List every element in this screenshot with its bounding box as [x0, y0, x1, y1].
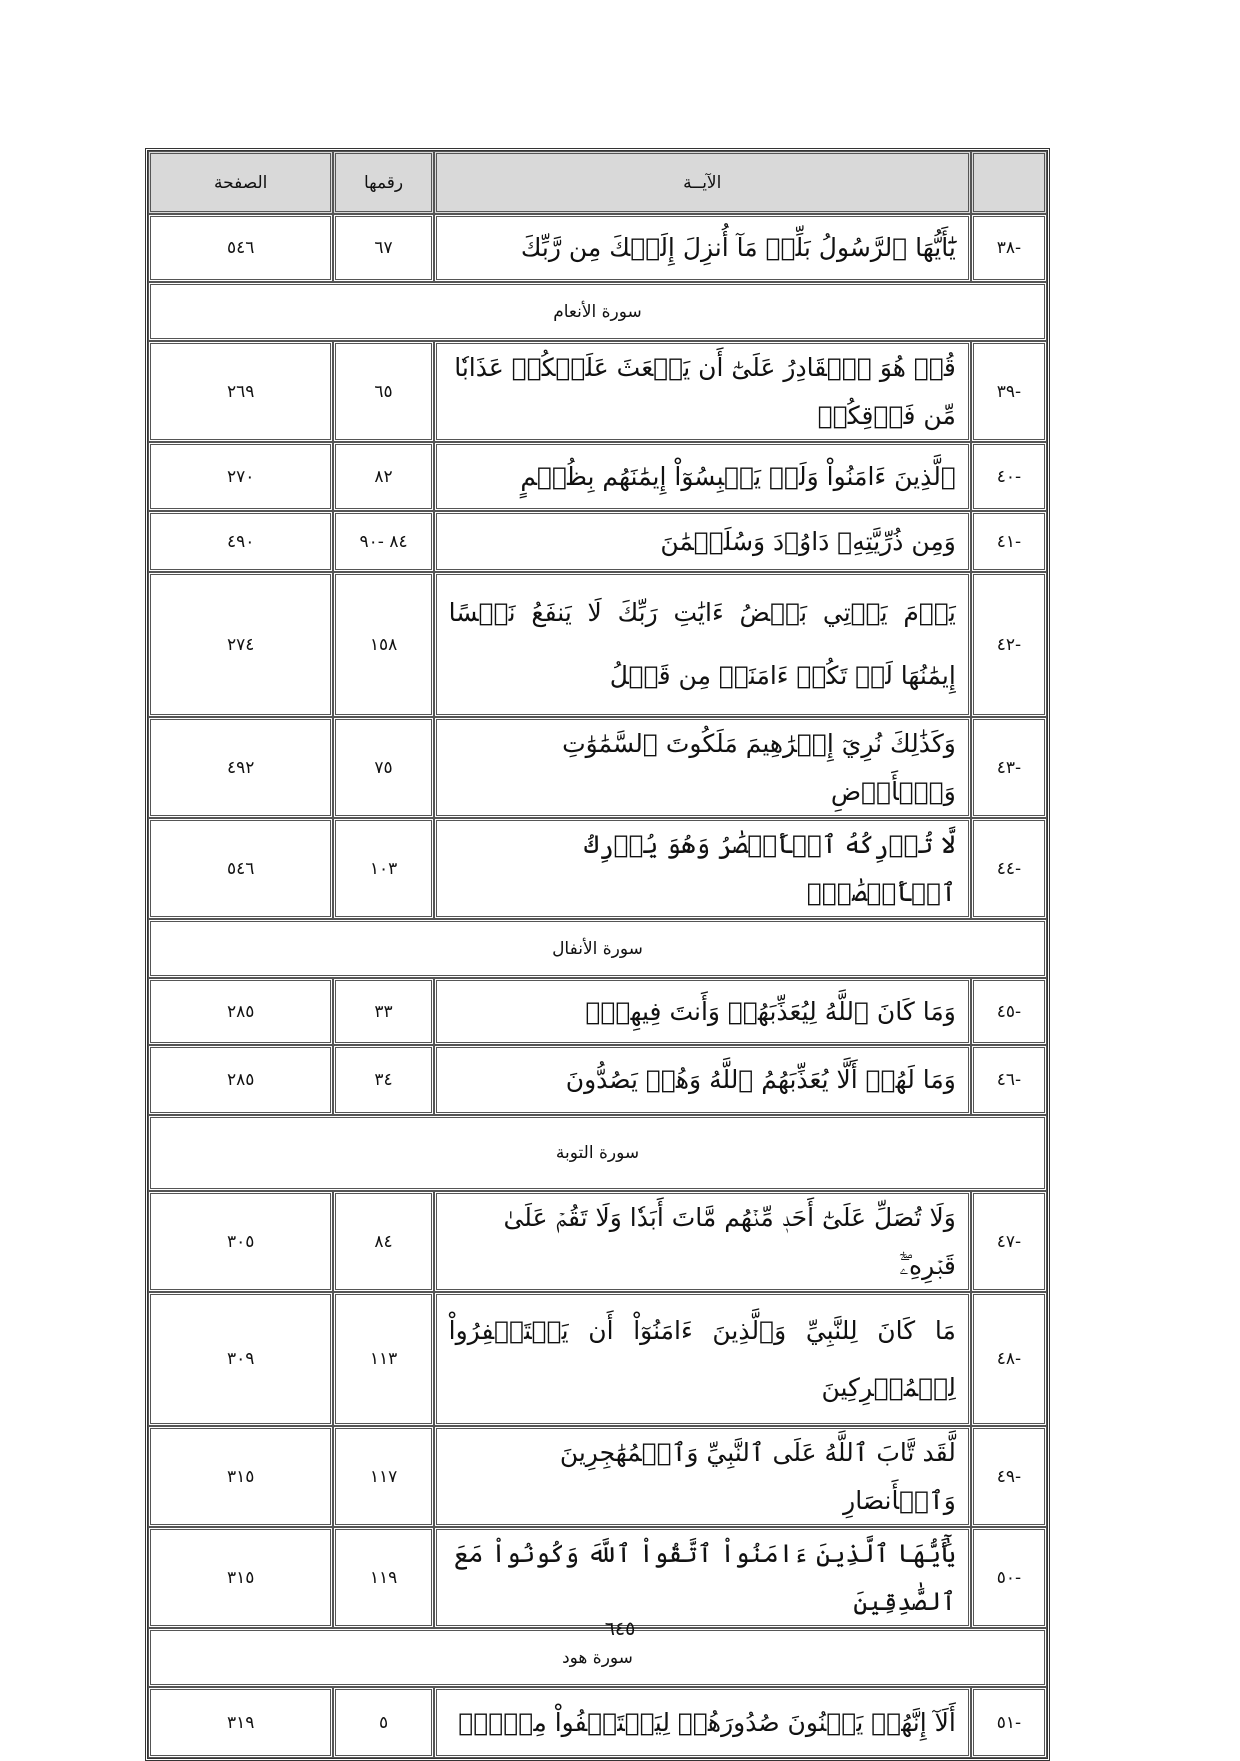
table-row [148, 442, 1047, 511]
table-row [148, 1045, 1047, 1115]
row-index: -٥٠ [971, 1527, 1047, 1628]
row-index: -٣٨ [971, 214, 1047, 282]
row-ayah: مَا كَانَ لِلنَّبِيِّ وَٱلَّذِينَ ءَامَنُوٓاْ أَن يَسۡتَغۡفِرُواْ لِلۡمُشۡرِكِينَ [434, 1292, 971, 1426]
surah-title: سورة التوبة [148, 1115, 1047, 1191]
row-ayah: يَٰٓأَيُّهَا ٱلرَّسُولُ بَلِّغۡ مَآ أُنزِلَ إِلَيۡكَ مِن رَّبِّكَ [434, 214, 971, 282]
verse-index-table-container [145, 148, 1050, 1761]
row-ayah: وَكَذَٰلِكَ نُرِيٓ إِبۡرَٰهِيمَ مَلَكُوتَ ٱلسَّمَٰوَٰتِ وَٱلۡأَرۡضِ [434, 717, 971, 818]
row-number: ١٥٨ [333, 572, 433, 717]
table-row [148, 1687, 1047, 1758]
row-index: -٤٨ [971, 1292, 1047, 1426]
verse-index-table [145, 148, 1050, 1761]
table-body [148, 214, 1047, 1758]
row-ayah: يَٰٓأَيُّهَا ٱلَّذِينَ ءَامَنُواْ ٱتَّقُواْ ٱللَّهَ وَكُونُواْ مَعَ ٱلصَّٰدِقِينَ [434, 1527, 971, 1628]
row-ayah: يَوۡمَ يَأۡتِي بَعۡضُ ءَايَٰتِ رَبِّكَ لَا يَنفَعُ نَفۡسًا إِيمَٰنُهَا لَمۡ تَكُنۡ ءَامَنَتۡ مِن قَبۡلُ [434, 572, 971, 717]
row-number: ٨٤ -٩٠ [333, 511, 433, 572]
row-number: ١٠٣ [333, 818, 433, 919]
row-index: -٤٩ [971, 1426, 1047, 1527]
header-page: الصفحة [148, 151, 333, 214]
row-page: ٢٦٩ [148, 341, 333, 442]
row-ayah: لَّا تُدۡرِكُهُ ٱلۡأَبۡصَٰرُ وَهُوَ يُدۡرِكُ ٱلۡأَبۡصَٰرَۖ [434, 818, 971, 919]
table-row [148, 341, 1047, 442]
row-number: ١١٧ [333, 1426, 433, 1527]
row-ayah: قُلۡ هُوَ ٱلۡقَادِرُ عَلَىٰٓ أَن يَبۡعَثَ عَلَيۡكُمۡ عَذَابٗا مِّن فَوۡقِكُمۡ [434, 341, 971, 442]
row-index: -٤٣ [971, 717, 1047, 818]
row-number: ٦٧ [333, 214, 433, 282]
row-page: ٤٩٠ [148, 511, 333, 572]
table-row [148, 1292, 1047, 1426]
row-ayah: وَمِن ذُرِّيَّتِهِۦ دَاوُۥدَ وَسُلَيۡمَٰنَ [434, 511, 971, 572]
row-ayah: أَلَآ إِنَّهُمۡ يَثۡنُونَ صُدُورَهُمۡ لِيَسۡتَخۡفُواْ مِنۡهُۚ [434, 1687, 971, 1758]
row-index: -٤٢ [971, 572, 1047, 717]
header-number: رقمها [333, 151, 433, 214]
header-index [971, 151, 1047, 214]
row-page: ٢٧٠ [148, 442, 333, 511]
row-index: -٤٠ [971, 442, 1047, 511]
table-row [148, 978, 1047, 1045]
row-page: ٢٧٤ [148, 572, 333, 717]
table-header-row [148, 151, 1047, 214]
row-number: ١١٩ [333, 1527, 433, 1628]
surah-row [148, 282, 1047, 341]
row-page: ٣١٩ [148, 1687, 333, 1758]
row-index: -٤١ [971, 511, 1047, 572]
row-index: -٤٧ [971, 1191, 1047, 1292]
row-page: ٣٠٩ [148, 1292, 333, 1426]
table-row [148, 511, 1047, 572]
surah-title: سورة الأنعام [148, 282, 1047, 341]
table-row [148, 1426, 1047, 1527]
row-number: ٣٤ [333, 1045, 433, 1115]
row-index: -٥١ [971, 1687, 1047, 1758]
row-index: -٤٥ [971, 978, 1047, 1045]
row-ayah: وَمَا لَهُمۡ أَلَّا يُعَذِّبَهُمُ ٱللَّهُ وَهُمۡ يَصُدُّونَ [434, 1045, 971, 1115]
row-number: ٥ [333, 1687, 433, 1758]
surah-row [148, 1115, 1047, 1191]
row-number: ٣٣ [333, 978, 433, 1045]
table-row [148, 717, 1047, 818]
row-index: -٤٦ [971, 1045, 1047, 1115]
row-page: ٣١٥ [148, 1527, 333, 1628]
row-page: ٢٨٥ [148, 1045, 333, 1115]
row-page: ٣٠٥ [148, 1191, 333, 1292]
header-ayah: الآيــة [434, 151, 971, 214]
row-number: ٦٥ [333, 341, 433, 442]
table-row [148, 1191, 1047, 1292]
surah-title: سورة هود [148, 1628, 1047, 1687]
table-row [148, 1527, 1047, 1628]
row-ayah: وَلَا تُصَلِّ عَلَىٰٓ أَحَدٖ مِّنۡهُم مَّاتَ أَبَدٗا وَلَا تَقُمۡ عَلَىٰ قَبۡرِهِۦٓۖ [434, 1191, 971, 1292]
row-page: ٤٩٢ [148, 717, 333, 818]
page-number: ٦٤٥ [604, 1618, 636, 1640]
table-row [148, 572, 1047, 717]
table-row [148, 818, 1047, 919]
row-number: ١١٣ [333, 1292, 433, 1426]
surah-title: سورة الأنفال [148, 919, 1047, 978]
row-index: -٤٤ [971, 818, 1047, 919]
row-page: ٥٤٦ [148, 818, 333, 919]
surah-row [148, 919, 1047, 978]
row-ayah: وَمَا كَانَ ٱللَّهُ لِيُعَذِّبَهُمۡ وَأَنتَ فِيهِمۡۚ [434, 978, 971, 1045]
row-number: ٧٥ [333, 717, 433, 818]
row-page: ٥٤٦ [148, 214, 333, 282]
row-page: ٣١٥ [148, 1426, 333, 1527]
row-page: ٢٨٥ [148, 978, 333, 1045]
table-row [148, 214, 1047, 282]
row-ayah: لَّقَد تَّابَ ٱللَّهُ عَلَى ٱلنَّبِيِّ وَٱلۡمُهَٰجِرِينَ وَٱلۡأَنصَارِ [434, 1426, 971, 1527]
row-number: ٨٤ [333, 1191, 433, 1292]
row-number: ٨٢ [333, 442, 433, 511]
row-index: -٣٩ [971, 341, 1047, 442]
row-ayah: ٱلَّذِينَ ءَامَنُواْ وَلَمۡ يَلۡبِسُوٓاْ إِيمَٰنَهُم بِظُلۡمٍ [434, 442, 971, 511]
